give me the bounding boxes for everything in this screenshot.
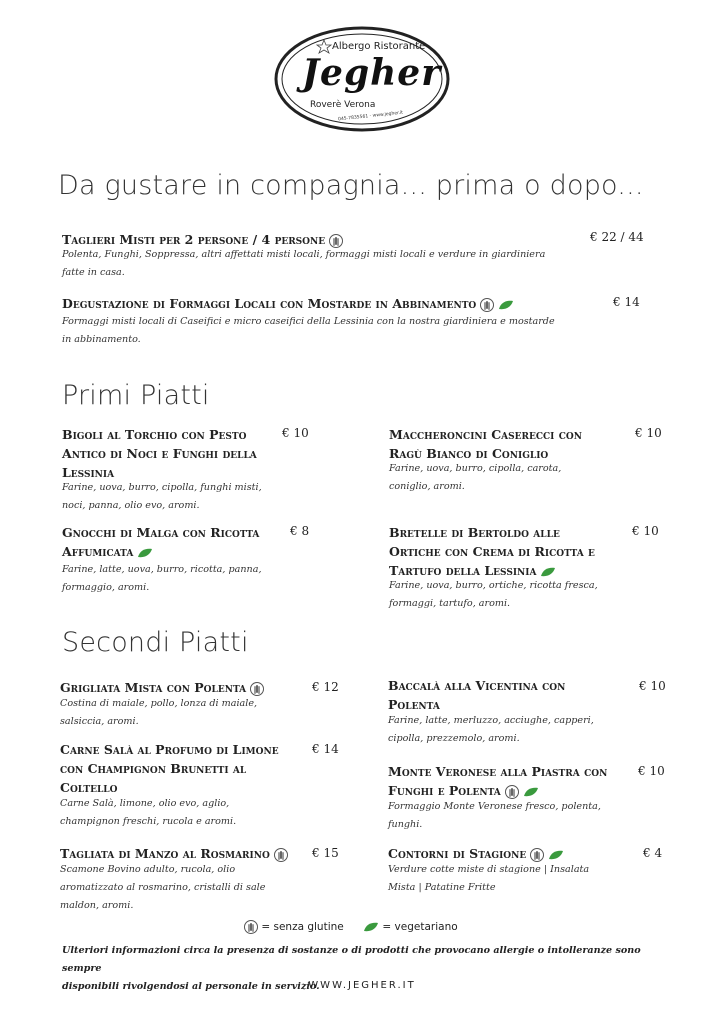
dish-desc-line: fatte in casa. <box>62 267 125 278</box>
dish-price: € 10 <box>282 426 309 440</box>
gluten-free-icon <box>480 298 494 312</box>
legend-gluten-free: = senza glutine <box>261 921 344 933</box>
dish-price: € 14 <box>613 295 640 309</box>
dish-desc-line: Polenta, Funghi, Soppressa, altri affettati misti locali, formaggi misti locali e verdure in giardiniera <box>62 249 546 260</box>
leaf-icon <box>363 922 379 932</box>
section-title-appetizers: Da gustare in compagnia... prima o dopo... <box>58 170 644 201</box>
gluten-free-icon <box>250 682 264 696</box>
logo-contact: 045-7835561 - www.jegher.it <box>337 110 404 123</box>
leaf-icon <box>523 787 539 797</box>
gluten-free-icon <box>244 920 258 934</box>
dish-desc-line: Carne Salà, limone, olio evo, aglio, <box>60 798 230 809</box>
gluten-free-icon <box>530 848 544 862</box>
dish-price: € 15 <box>312 846 339 860</box>
gluten-free-icon <box>274 848 288 862</box>
dish-name: Ragù Bianco di Coniglio <box>389 446 549 461</box>
section-title-secondi: Secondi Piatti <box>62 627 249 658</box>
logo-location: Roverè Verona <box>310 100 376 110</box>
menu-item-taglieri <box>62 230 662 282</box>
dish-desc-line: formaggi, tartufo, aromi. <box>389 598 511 609</box>
logo-top-text: Albergo Ristorante <box>332 41 426 52</box>
dish-name: Ortiche con Crema di Ricotta e <box>389 544 595 559</box>
dish-price: € 14 <box>312 742 339 756</box>
dish-name: Contorni di Stagione <box>388 846 527 861</box>
dish-desc-line: cipolla, prezzemolo, aromi. <box>388 733 520 744</box>
dish-price: € 10 <box>635 426 662 440</box>
legend <box>244 920 544 934</box>
dish-desc-line: salsiccia, aromi. <box>60 716 139 727</box>
dish-desc-line: champignon freschi, rucola e aromi. <box>60 816 237 827</box>
leaf-icon <box>540 567 556 577</box>
dish-name: con Champignon Brunetti al <box>60 761 247 776</box>
dish-desc-line: Formaggi misti locali di Caseifici e micro caseifici della Lessinia con la nostra giardiniera e mostarde <box>62 316 555 327</box>
dish-desc-line: Scamone Bovino adulto, rucola, olio <box>60 864 236 875</box>
dish-desc-line: formaggio, aromi. <box>62 582 150 593</box>
menu-item-carne-sala <box>60 740 320 831</box>
gluten-free-icon <box>329 234 343 248</box>
dish-price: € 10 <box>638 764 665 778</box>
logo-name: Jegher <box>302 52 442 94</box>
dish-desc-line: Formaggio Monte Veronese fresco, polenta, <box>388 801 601 812</box>
dish-desc-line: funghi. <box>388 819 423 830</box>
menu-item-degustazione <box>62 294 662 349</box>
menu-item-bretelle <box>389 523 629 613</box>
dish-name: Carne Salà al Profumo di Limone <box>60 742 279 757</box>
dish-desc-line: Farine, latte, merluzzo, acciughe, capperi, <box>388 715 594 726</box>
logo <box>274 26 450 132</box>
dish-price: € 22 / 44 <box>590 230 644 244</box>
dish-desc-line: Verdure cotte miste di stagione | Insalata <box>388 864 590 875</box>
menu-item-maccheroncini <box>389 425 629 496</box>
dish-name: Maccheroncini Caserecci con <box>389 427 582 442</box>
allergy-notice-line: Ulteriori informazioni circa la presenza di sostanze o di prodotti che provocano allergie o intolleranze sono sempre <box>62 945 641 974</box>
dish-name: Polenta <box>388 697 440 712</box>
dish-name: Antico di Noci e Funghi della <box>62 446 257 461</box>
leaf-icon <box>548 850 564 860</box>
menu-item-gnocchi <box>62 523 302 597</box>
legend-vegetarian: = vegetariano <box>382 921 458 933</box>
menu-item-contorni <box>388 844 638 897</box>
dish-desc-line: Farine, uova, burro, cipolla, funghi misti, <box>62 482 262 493</box>
leaf-icon <box>137 548 153 558</box>
section-title-primi: Primi Piatti <box>62 380 210 411</box>
gluten-free-icon <box>505 785 519 799</box>
leaf-icon <box>498 300 514 310</box>
dish-desc-line: Farine, uova, burro, ortiche, ricotta fresca, <box>389 580 598 591</box>
dish-name: Degustazione di Formaggi Locali con Mostarde in Abbinamento <box>62 296 477 311</box>
dish-name: Taglieri Misti per 2 persone / 4 persone <box>62 232 326 247</box>
dish-name: Funghi e Polenta <box>388 783 501 798</box>
menu-item-grigliata <box>60 678 320 731</box>
dish-desc-line: Costina di maiale, pollo, lonza di maiale, <box>60 698 258 709</box>
dish-desc-line: maldon, aromi. <box>60 900 134 911</box>
dish-name: Gnocchi di Malga con Ricotta <box>62 525 260 540</box>
dish-desc-line: aromatizzato al rosmarino, cristalli di sale <box>60 882 266 893</box>
dish-name: Grigliata Mista con Polenta <box>60 680 247 695</box>
dish-price: € 10 <box>639 679 666 693</box>
dish-name: Affumicata <box>62 544 134 559</box>
dish-desc-line: noci, panna, olio evo, aromi. <box>62 500 200 511</box>
dish-desc-line: Farine, latte, uova, burro, ricotta, panna, <box>62 564 262 575</box>
dish-name: Bigoli al Torchio con Pesto <box>62 427 247 442</box>
menu-item-baccala <box>388 676 628 748</box>
dish-name: Tartufo della Lessinia <box>389 563 537 578</box>
menu-item-tagliata <box>60 844 320 915</box>
dish-name: Lessinia <box>62 465 115 480</box>
dish-desc-line: in abbinamento. <box>62 334 141 345</box>
allergy-notice-line: disponibili rivolgendosi al personale in servizio. <box>62 981 320 992</box>
dish-price: € 8 <box>290 524 310 538</box>
dish-name: Monte Veronese alla Piastra con <box>388 764 608 779</box>
dish-desc-line: coniglio, aromi. <box>389 481 465 492</box>
menu-item-bigoli <box>62 425 302 515</box>
dish-price: € 4 <box>643 846 663 860</box>
dish-desc-line: Farine, uova, burro, cipolla, carota, <box>389 463 562 474</box>
dish-name: Bretelle di Bertoldo alle <box>389 525 560 540</box>
dish-price: € 10 <box>632 524 659 538</box>
dish-name: Tagliata di Manzo al Rosmarino <box>60 846 270 861</box>
dish-name: Coltello <box>60 780 118 795</box>
menu-item-monte-veronese <box>388 762 638 834</box>
dish-price: € 12 <box>312 680 339 694</box>
dish-desc-line: Mista | Patatine Fritte <box>388 882 496 893</box>
website-link[interactable]: WWW.JEGHER.IT <box>308 980 416 991</box>
dish-name: Baccalà alla Vicentina con <box>388 678 566 693</box>
